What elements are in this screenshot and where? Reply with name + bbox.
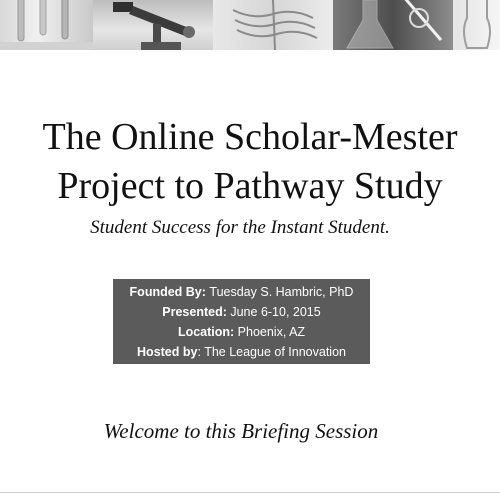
welcome-message: Welcome to this Briefing Session: [103, 419, 379, 443]
page-title: [0, 113, 500, 211]
founded-label: Founded By:: [129, 285, 210, 299]
location-label: Location:: [177, 325, 238, 339]
presented-value: June 6-10, 2015: [230, 305, 321, 319]
beaker-icon: [333, 0, 453, 50]
subtitle: Student Success for the Instant Student.: [90, 217, 390, 238]
location-value: Phoenix, AZ: [237, 325, 306, 339]
location-row: [113, 322, 370, 342]
banner-image-strip: [0, 0, 500, 50]
glassware-icon: [453, 0, 500, 50]
presented-row: [113, 302, 370, 322]
hosted-value: : The League of Innovation: [197, 345, 346, 359]
founded-row: [113, 282, 370, 302]
test-tube-icon: [0, 0, 93, 50]
skeleton-icon: [213, 0, 333, 50]
hosted-label: Hosted by: [137, 345, 198, 359]
info-box: [113, 279, 370, 364]
microscope-icon: [93, 0, 213, 50]
title-line-1: The Online Scholar-Mester: [42, 116, 458, 158]
title-line-2: Project to Pathway Study: [57, 165, 443, 207]
bottom-divider: [0, 492, 500, 493]
founded-value: Tuesday S. Hambric, PhD: [209, 285, 354, 299]
hosted-row: [113, 342, 370, 362]
presented-label: Presented:: [162, 305, 231, 319]
